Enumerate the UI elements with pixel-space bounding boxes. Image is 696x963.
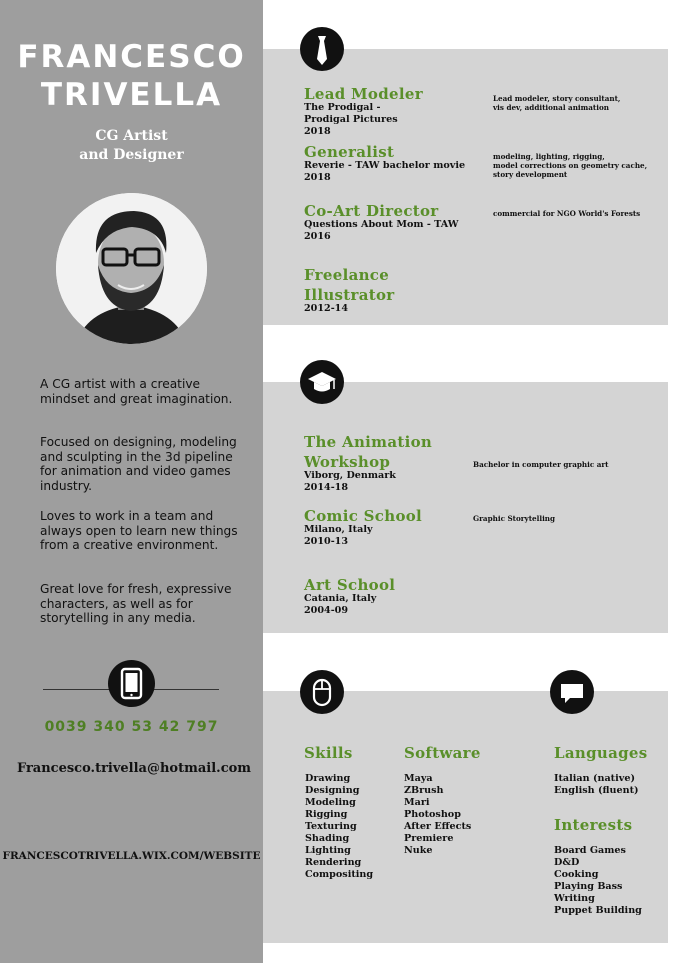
list-item: Texturing (305, 821, 357, 832)
tie-icon (300, 27, 344, 71)
bio-paragraph: Focused on designing, modeling and sculpting in the 3d pipeline for animation and video games industry. (40, 435, 237, 493)
list-item: Puppet Building (554, 905, 642, 916)
experience-year: 2018 (304, 172, 331, 183)
list-item: Rigging (305, 809, 348, 820)
interests-list (554, 845, 642, 917)
education-title: Workshop (304, 453, 391, 471)
list-item: Board Games (554, 845, 626, 856)
list-item: Nuke (404, 845, 433, 856)
experience-company: The Prodigal - (304, 102, 381, 113)
email-link[interactable]: Francesco.trivella@hotmail.com (16, 761, 252, 776)
list-item: Modeling (305, 797, 356, 808)
role-line2: and Designer (79, 147, 184, 163)
list-item: Rendering (305, 857, 362, 868)
education-year: 2010-13 (304, 536, 349, 547)
list-item: After Effects (404, 821, 472, 832)
experience-title: Co-Art Director (304, 202, 439, 220)
name-last: TRIVELLA (40, 77, 223, 113)
list-item: Cooking (554, 869, 599, 880)
website-link[interactable]: FRANCESCOTRIVELLA.WIX.COM/WEBSITE (2, 850, 261, 862)
list-item: English (fluent) (554, 785, 639, 796)
experience-desc: Lead modeler, story consultant, (493, 94, 621, 103)
experience-title: Illustrator (304, 286, 395, 304)
bio-paragraph: Great love for fresh, expressive characters, as well as for storytelling in any media. (40, 582, 232, 626)
list-item: Photoshop (404, 809, 461, 820)
phone-number: 0039 340 53 42 797 (44, 719, 219, 735)
education-place: Milano, Italy (304, 524, 373, 535)
list-item: Italian (native) (554, 773, 635, 784)
software-heading: Software (404, 744, 481, 762)
education-desc: Graphic Storytelling (473, 514, 556, 523)
experience-title: Generalist (304, 143, 395, 161)
education-year: 2014-18 (304, 482, 349, 493)
list-item: Premiere (404, 833, 454, 844)
graduation-cap-icon (300, 360, 344, 404)
experience-desc: model corrections on geometry cache, (493, 161, 648, 170)
education-place: Catania, Italy (304, 593, 377, 604)
experience-title: Lead Modeler (304, 85, 423, 103)
mouse-icon (300, 670, 344, 714)
bio-paragraph: A CG artist with a creative mindset and great imagination. (40, 377, 233, 406)
list-item: Writing (554, 893, 595, 904)
experience-desc: commercial for NGO World's Forests (493, 209, 641, 218)
experience-company: Reverie - TAW bachelor movie (304, 160, 466, 171)
role-line1: CG Artist (95, 128, 168, 144)
experience-desc: vis dev, additional animation (493, 103, 609, 112)
experience-desc: story development (493, 170, 568, 179)
experience-year: 2018 (304, 126, 331, 137)
interests-heading: Interests (554, 816, 633, 834)
list-item: D&D (554, 857, 580, 868)
skills-list (305, 773, 373, 881)
education-title: Art School (304, 576, 396, 594)
speech-bubble-icon (550, 670, 594, 714)
skills-heading: Skills (304, 744, 353, 762)
avatar (56, 193, 207, 344)
list-item: Playing Bass (554, 881, 623, 892)
list-item: Compositing (305, 869, 374, 880)
list-item: Lighting (305, 845, 351, 856)
languages-heading: Languages (554, 744, 648, 762)
education-title: Comic School (304, 507, 423, 525)
name-first: FRANCESCO (17, 39, 246, 75)
experience-title: Freelance (304, 266, 390, 284)
list-item: Drawing (305, 773, 351, 784)
experience-company: Prodigal Pictures (304, 114, 398, 125)
list-item: Designing (305, 785, 360, 796)
list-item: Shading (305, 833, 350, 844)
smartphone-icon (108, 660, 155, 707)
education-desc: Bachelor in computer graphic art (473, 460, 609, 469)
experience-year: 2016 (304, 231, 331, 242)
bio-paragraph: Loves to work in a team and always open to learn new things from a creative environment. (40, 509, 238, 553)
list-item: Maya (404, 773, 433, 784)
education-place: Viborg, Denmark (304, 470, 396, 481)
portrait-image (56, 193, 207, 344)
experience-company: Questions About Mom - TAW (304, 219, 459, 230)
software-list (404, 773, 471, 857)
list-item: Mari (404, 797, 430, 808)
education-year: 2004-09 (304, 605, 349, 616)
education-title: The Animation (304, 433, 433, 451)
experience-desc: modeling, lighting, rigging, (493, 152, 605, 161)
list-item: ZBrush (404, 785, 444, 796)
languages-list (554, 773, 639, 797)
experience-year: 2012-14 (304, 303, 349, 314)
